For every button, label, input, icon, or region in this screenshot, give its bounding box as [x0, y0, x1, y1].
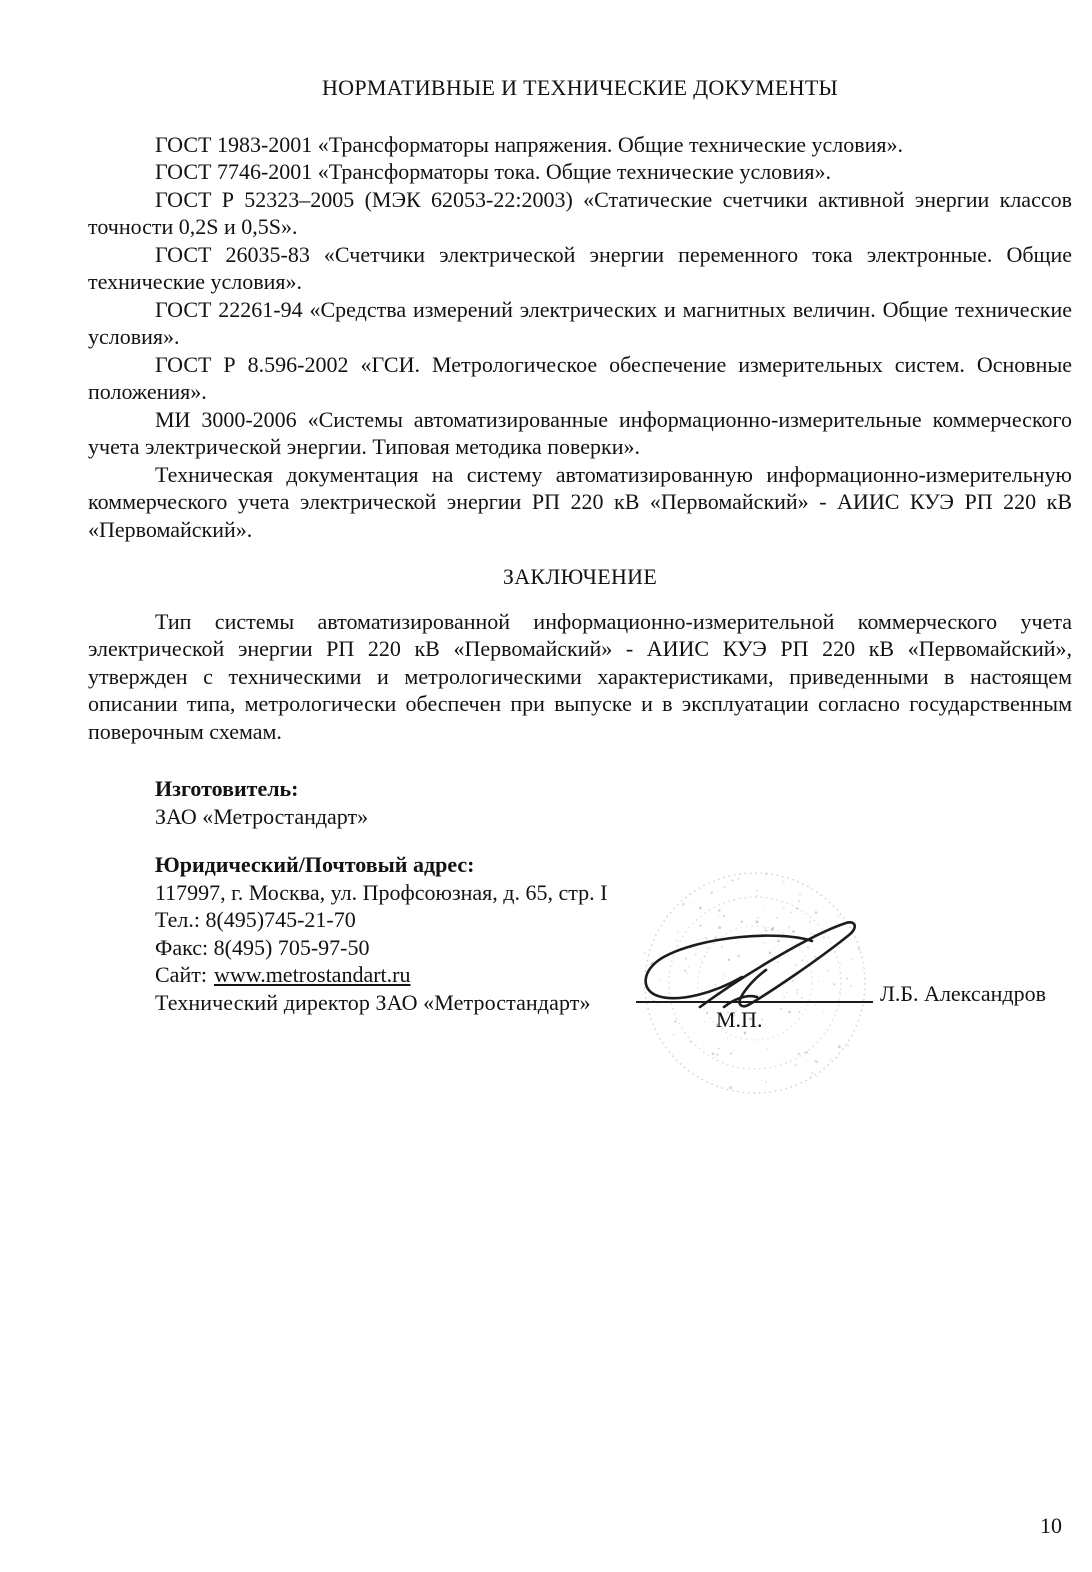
address-line: 117997, г. Москва, ул. Профсоюзная, д. 65, стр. I	[155, 879, 608, 905]
director-title: Технический директор ЗАО «Метростандарт»	[155, 989, 591, 1015]
page-number: 10	[1040, 1513, 1062, 1538]
site-url: www.metrostandart.ru	[213, 962, 411, 987]
normative-documents-list	[88, 131, 1072, 544]
page-content	[88, 74, 1072, 1016]
document-paragraph: ГОСТ 1983-2001 «Трансформаторы напряжения. Общие технические условия».	[155, 131, 903, 157]
document-paragraph: ГОСТ Р 52323–2005 (МЭК 62053-22:2003) «Статические счетчики активной энергии классов точности 0,2S и 0,5S».	[88, 186, 1072, 239]
document-paragraph: ГОСТ Р 8.596-2002 «ГСИ. Метрологическое обеспечение измерительных систем. Основные положения».	[88, 351, 1072, 404]
fax-line: Факс: 8(495) 705-97-50	[155, 934, 370, 960]
document-paragraph: Техническая документация на систему автоматизированную информационно-измерительную коммерческого учета электрической энергии РП 220 кВ «Первомайский» - АИИС КУЭ РП 220 кВ «Первомайский».	[88, 461, 1072, 542]
site-label: Сайт:	[155, 962, 207, 987]
document-paragraph: ГОСТ 26035-83 «Счетчики электрической энергии переменного тока электронные. Общие технические условия».	[88, 241, 1072, 294]
manufacturer-label: Изготовитель:	[155, 776, 299, 801]
signature-line	[636, 1001, 873, 1003]
page-title: НОРМАТИВНЫЕ И ТЕХНИЧЕСКИЕ ДОКУМЕНТЫ	[321, 75, 839, 100]
document-paragraph: МИ 3000-2006 «Системы автоматизированные информационно-измерительные коммерческого учета электрической энергии. Типовая методика поверки».	[88, 406, 1072, 459]
phone-line: Тел.: 8(495)745-21-70	[155, 907, 356, 932]
stamp-place-label: М.П.	[716, 1007, 763, 1032]
document-paragraph: ГОСТ 7746-2001 «Трансформаторы тока. Общие технические условия».	[155, 159, 831, 184]
address-label: Юридический/Почтовый адрес:	[155, 852, 475, 877]
conclusion-heading: ЗАКЛЮЧЕНИЕ	[502, 564, 658, 589]
director-name: Л.Б. Александров	[880, 981, 1046, 1006]
document-paragraph: ГОСТ 22261-94 «Средства измерений электрических и магнитных величин. Общие технические условия».	[88, 296, 1072, 349]
manufacturer-name: ЗАО «Метростандарт»	[155, 803, 369, 829]
conclusion-paragraph: Тип системы автоматизированной информационно-измерительной коммерческого учета электрической энергии РП 220 кВ «Первомайский» - АИИС КУЭ РП 220 кВ «Первомайский», утвержден с техническими и метрологическими характеристиками, приведенными в настоящем описании типа, метрологически обеспечен при выпуске и в эксплуатации согласно государственным поверочным схемам.	[88, 608, 1072, 744]
manufacturer-block	[155, 775, 1072, 1016]
